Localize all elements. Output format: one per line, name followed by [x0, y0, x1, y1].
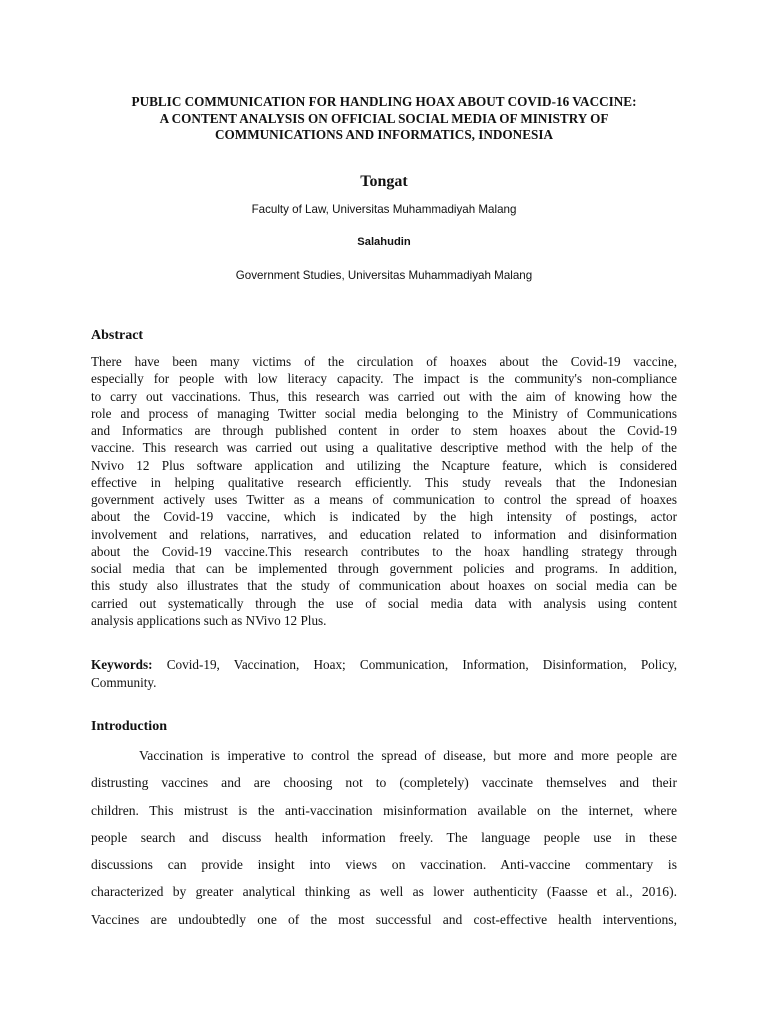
introduction-line: discussions can provide insight into views on vaccination. Anti-vaccine commentary is [91, 857, 677, 873]
abstract-line: involvement and relations, narratives, and education related to information and disinformation [91, 526, 677, 542]
keywords-line [91, 656, 677, 674]
title-line: COMMUNICATIONS AND INFORMATICS, INDONESIA [214, 127, 553, 142]
abstract-line: government actively uses Twitter as a means of communication to control the spread of hoaxes [91, 492, 677, 507]
abstract-line: vaccine. This research was carried out using a qualitative descriptive method with the help of the [91, 440, 677, 456]
introduction-line: characterized by greater analytical thinking as well as lower authenticity (Faasse et al., 2016). [91, 884, 677, 900]
introduction-line: people search and discuss health information freely. The language people use in these [91, 829, 677, 845]
keywords-label: Keywords: [91, 657, 153, 672]
abstract-line: effective in helping qualitative research efficiently. This study reveals that the Indonesian [91, 474, 677, 490]
abstract-heading: Abstract [91, 328, 144, 343]
title-line: A CONTENT ANALYSIS ON OFFICIAL SOCIAL MEDIA OF MINISTRY OF [159, 110, 609, 126]
abstract-line: analysis applications such as NVivo 12 Plus. [91, 612, 327, 628]
abstract-line: about the Covid-19 vaccine, which is indicated by the high intensity of postings, actor [91, 509, 677, 525]
introduction-line: Vaccination is imperative to control the spread of disease, but more and more people are [139, 748, 677, 763]
abstract-line: this study also illustrates that the study of communication about hoaxes on social media can be [91, 578, 677, 594]
author-affiliation-secondary: Government Studies, Universitas Muhammadiyah Malang [235, 269, 533, 282]
abstract-line: carried out systematically through the use of social media data with analysis using content [91, 595, 677, 611]
keywords-section [91, 656, 677, 692]
author-name-secondary: Salahudin [357, 236, 411, 248]
keywords-list: Covid-19, Vaccination, Hoax; Communication, Information, Disinformation, Policy, [152, 657, 677, 672]
paper-title [80, 94, 688, 144]
abstract-line: about the Covid-19 vaccine.This research contributes to the hoax handling strategy through [91, 543, 677, 559]
introduction-line: Vaccines are undoubtedly one of the most successful and cost-effective health interventions, [91, 911, 677, 927]
introduction-line: children. This mistrust is the anti-vaccination misinformation available on the internet, where [91, 802, 677, 818]
abstract-line: and Informatics are through published content in order to stem hoaxes about the Covid-19 [91, 423, 677, 438]
title-line: PUBLIC COMMUNICATION FOR HANDLING HOAX ABOUT COVID-16 VACCINE: [131, 94, 637, 109]
abstract-body [91, 353, 677, 629]
abstract-line: especially for people with low literacy capacity. The impact is the community's non-compliance [91, 371, 677, 387]
abstract-line: role and process of managing Twitter social media belonging to the Ministry of Communications [91, 405, 677, 421]
abstract-line: social media that can be implemented through government policies and programs. In addition, [91, 561, 677, 576]
keywords-list-continued: Community. [91, 675, 157, 690]
introduction-body [91, 742, 677, 933]
abstract-line: to carry out vaccinations. Thus, this research was carried out with the aim of knowing how the [91, 388, 677, 404]
introduction-line: distrusting vaccines and are choosing not to (completely) vaccinate themselves and their [91, 775, 677, 791]
abstract-line: Nvivo 12 Plus software application and utilizing the Ncapture feature, which is considered [91, 457, 677, 473]
introduction-heading: Introduction [91, 719, 167, 734]
abstract-line: There have been many victims of the circulation of hoaxes about the Covid-19 vaccine, [91, 354, 677, 369]
author-affiliation-primary: Faculty of Law, Universitas Muhammadiyah Malang [251, 203, 517, 216]
author-name-primary: Tongat [360, 173, 408, 190]
